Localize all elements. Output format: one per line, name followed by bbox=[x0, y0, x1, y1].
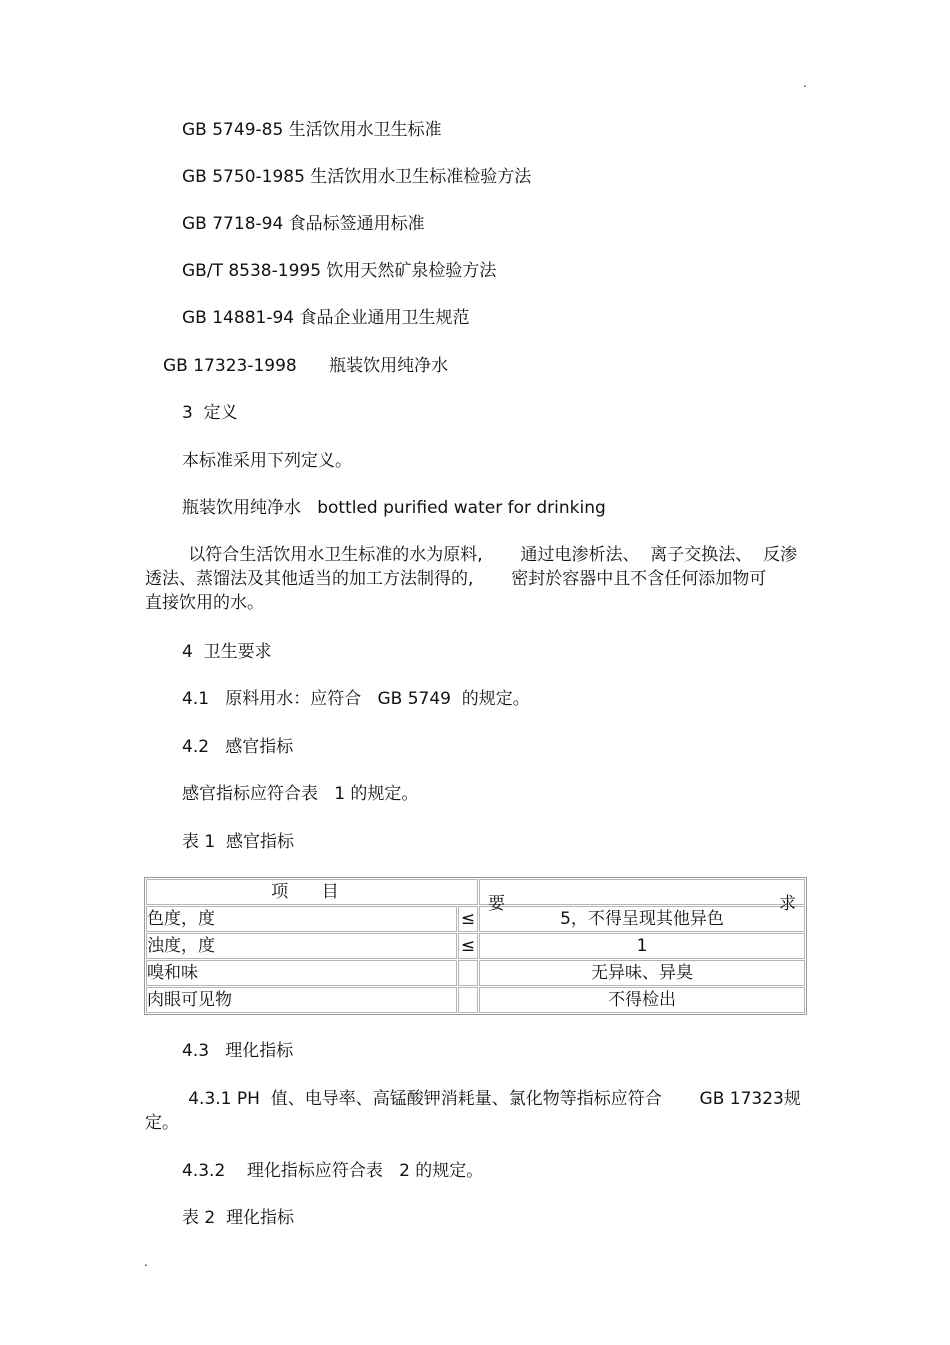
ref-gb17323: GB 17323-1998 瓶装饮用纯净水 bbox=[163, 356, 449, 376]
table-header-row bbox=[146, 879, 805, 905]
section-4-2: 4.2 感官指标 bbox=[182, 737, 294, 757]
header-item: 项 目 bbox=[146, 879, 478, 905]
definition-paragraph bbox=[145, 543, 810, 615]
header-req-left: 要 bbox=[488, 894, 505, 914]
row-requirement: 1 bbox=[479, 933, 805, 959]
page-mark-top: . bbox=[803, 76, 807, 90]
header-requirement bbox=[479, 879, 805, 914]
row-operator: ≤ bbox=[458, 906, 478, 932]
definition-line: 透法、蒸馏法及其他适当的加工方法制得的, 密封於容器中且不含任何添加物可 bbox=[145, 569, 767, 589]
header-req-right: 求 bbox=[779, 894, 796, 914]
section-4-3: 4.3 理化指标 bbox=[182, 1041, 294, 1061]
ref-gb5749: GB 5749-85 生活饮用水卫生标准 bbox=[182, 120, 442, 140]
row-operator bbox=[458, 987, 478, 1013]
section-3-heading: 3 定义 bbox=[182, 403, 238, 423]
table-row bbox=[146, 933, 805, 959]
row-requirement: 5，不得呈现其他异色 bbox=[479, 906, 805, 932]
row-item: 肉眼可见物 bbox=[146, 987, 457, 1013]
section-4-3-1-line: 定。 bbox=[145, 1113, 179, 1133]
section-4-3-2: 4.3.2 理化指标应符合表 2 的规定。 bbox=[182, 1161, 484, 1181]
section-4-1: 4.1 原料用水：应符合 GB 5749 的规定。 bbox=[182, 689, 530, 709]
row-item: 色度，度 bbox=[146, 906, 457, 932]
definition-line: 以符合生活饮用水卫生标准的水为原料, 通过电渗析法、 离子交换法、 反渗 bbox=[145, 545, 798, 565]
ref-gbt8538: GB/T 8538-1995 饮用天然矿泉检验方法 bbox=[182, 261, 497, 281]
table-1-caption: 表 1 感官指标 bbox=[182, 832, 295, 852]
row-requirement: 不得检出 bbox=[479, 987, 805, 1013]
ref-gb14881: GB 14881-94 食品企业通用卫生规范 bbox=[182, 308, 470, 328]
section-4-2-text: 感官指标应符合表 1 的规定。 bbox=[182, 784, 419, 804]
section-4-3-1-paragraph bbox=[145, 1087, 810, 1135]
table-row bbox=[146, 906, 805, 932]
row-item: 嗅和味 bbox=[146, 960, 457, 986]
ref-gb5750: GB 5750-1985 生活饮用水卫生标准检验方法 bbox=[182, 167, 532, 187]
ref-gb7718: GB 7718-94 食品标签通用标准 bbox=[182, 214, 425, 234]
table-2-caption: 表 2 理化指标 bbox=[182, 1208, 295, 1228]
row-item: 浊度，度 bbox=[146, 933, 457, 959]
definition-line: 直接饮用的水。 bbox=[145, 593, 264, 613]
table-row bbox=[146, 987, 805, 1013]
row-operator bbox=[458, 960, 478, 986]
sensory-table bbox=[144, 877, 807, 1015]
page-mark-bottom: . bbox=[144, 1255, 148, 1269]
row-requirement: 无异味、异臭 bbox=[479, 960, 805, 986]
term-definition-title: 瓶装饮用纯净水 bottled purified water for drinking bbox=[182, 498, 606, 518]
row-operator: ≤ bbox=[458, 933, 478, 959]
section-4-heading: 4 卫生要求 bbox=[182, 642, 272, 662]
table-row bbox=[146, 960, 805, 986]
section-4-3-1-line: 4.3.1 PH 值、电导率、高锰酸钾消耗量、氯化物等指标应符合 GB 17323规 bbox=[145, 1089, 801, 1109]
section-3-intro: 本标准采用下列定义。 bbox=[182, 451, 352, 471]
